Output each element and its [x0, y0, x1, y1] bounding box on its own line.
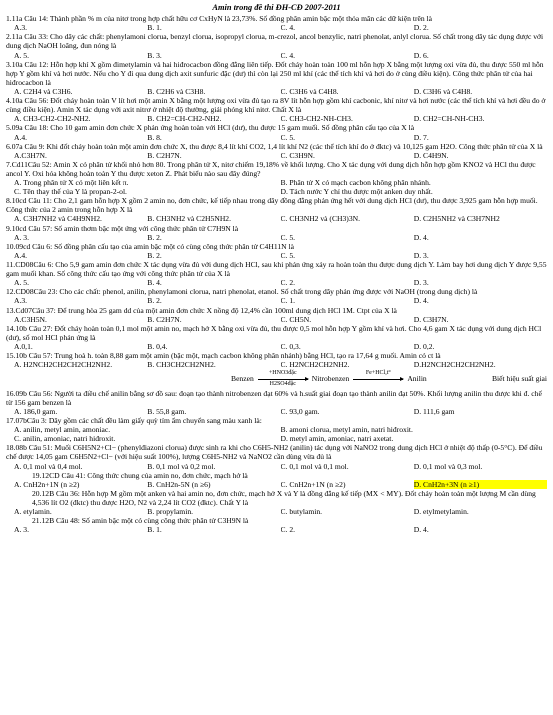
question-text: 19.12CD Câu 41: Công thức chung của amin no, đơn chức, mạch hở là: [32, 470, 248, 480]
answer-option: C. 5.: [280, 132, 296, 142]
scheme-note: Biết hiệu suất giai: [491, 374, 547, 384]
answer-option: D. C3H6 và C4H8.: [413, 86, 473, 96]
arrow-line-2: [353, 379, 403, 380]
answer-option: C. 2.: [280, 525, 296, 535]
answer-option: B. propylamin.: [147, 507, 194, 517]
question-text: 6.07a Câu 9: Khi đốt cháy hoàn toàn một amin đơn chức X, thu được 8,4 lít khí CO2, 1,4 lít khí N2 (các thể tích khí đo ở đktc) và 10,125 gam H2O. Công thức phân tử của X là: [6, 141, 543, 151]
answer-option: B. amoni clorua, metyl amin, natri hiđroxit.: [280, 425, 413, 435]
answer-option: D. etylmetylamin.: [413, 507, 469, 517]
answer-option: A. 3.: [14, 525, 29, 535]
option-row: [6, 507, 547, 516]
scheme-chain: [6, 370, 455, 387]
answer-option: C. 0,3.: [280, 342, 301, 352]
answer-option: A. 3.: [14, 232, 29, 242]
question-list: [6, 14, 547, 369]
answer-option: C. 2.: [280, 278, 296, 288]
reagent1-bottom: H2SO4đặc: [269, 380, 296, 387]
answer-option: B. CH3CH2CH2NH2.: [147, 360, 216, 370]
reagent1-top: +HNO3đặc: [268, 370, 297, 377]
question-item: [6, 142, 547, 160]
question-item: [6, 196, 547, 223]
question-text: 12.CD08Câu 23: Cho các chất: phenol, anilin, phenylamoni clorua, natri phenolat, etanol. Số chất trong dãy phản ứng được với NaOH (trong dung dịch) là: [6, 287, 478, 297]
question-text: 17.07bCâu 3: Dãy gồm các chất đều làm giấy quỳ tím ẩm chuyển sang màu xanh là:: [6, 416, 262, 426]
question-item: [6, 224, 547, 242]
answer-option: B. C2H6 và C3H8.: [147, 86, 206, 96]
answer-option: A.4.: [14, 250, 28, 260]
answer-option: A.C3H7N.: [14, 150, 47, 160]
answer-option: D. 3.: [413, 250, 429, 260]
question-item: [6, 351, 547, 369]
answer-option: B. 55,8 gam.: [147, 406, 187, 416]
answer-option: B. 2.: [147, 250, 162, 260]
question-item: [6, 306, 547, 324]
answer-option: A. CnH2n+1N (n ≥2): [14, 479, 80, 489]
question-text: 20.12B Câu 36: Hỗn hợp M gồm một anken và hai amin no, đơn chức, mạch hở X và Y là đồng đẳng kế tiếp (MX < MY). Đốt cháy hoàn toàn một lượng M cần dùng 4,536 lít O2 (đktc) thu được H2O, N2 và 2,24 lít CO2 (đktc). Chất Y là: [32, 488, 536, 508]
question-text: 11.CD08Câu 6: Cho 5,9 gam amin đơn chức X tác dụng vừa đủ với dung dịch HCl, sau khi phản ứng xảy ra hoàn toàn thu được dung dịch Y. Làm bay hơi dung dịch Y được 9,55 gam muối khan. Số công thức cấu tạo ứng với công thức phân tử của X là: [6, 260, 547, 279]
option-row: [6, 360, 547, 369]
option-row: [6, 214, 547, 223]
answer-option: A. CH3-CH2-CH2-NH2.: [14, 114, 91, 124]
answer-option: C. Tên thay thế của Y là propan-2-ol.: [14, 187, 127, 197]
anilin-label: Anilin: [407, 374, 427, 384]
option-row: [6, 342, 547, 351]
document-title: Amin trong đề thi ĐH-CĐ 2007-2011: [212, 3, 341, 12]
answer-option: B. 8.: [147, 132, 162, 142]
answer-option: D. 4.: [413, 525, 429, 535]
answer-option: B. C2H7N.: [147, 314, 182, 324]
answer-option: D. 2.: [413, 23, 429, 33]
option-row: [6, 151, 547, 160]
answer-option: C. 93,0 gam.: [280, 406, 320, 416]
question-item: [6, 489, 547, 516]
answer-option: B. 1.: [147, 525, 162, 535]
answer-option: B. CnH2n-5N (n ≥6): [147, 479, 211, 489]
question-item: [6, 471, 547, 489]
question-text: 3.10a Câu 12: Hỗn hợp khí X gồm đimetylamin và hai hiđrocacbon đồng đẳng liên tiếp. Đốt cháy hoàn toàn 100 ml hỗn hợp X bằng một lượng oxi vừa đủ, thu được 550 ml hỗn hợp Y gồm khí và hơi nước. Nếu cho Y đi qua dung dịch axit sunfuric đặc (dư) thì còn lại 250 ml khí (các thể tích khí và hơi đo ở cùng điều kiện). Công thức phân tử của hai hiđrocacbon là: [6, 59, 544, 87]
answer-option: A.4.: [14, 132, 28, 142]
answer-option: B. CH2=CH-CH2-NH2.: [147, 114, 222, 124]
answer-option: B. CH3NH2 và C2H5NH2.: [147, 214, 231, 224]
answer-option: C. 4.: [280, 23, 296, 33]
question-item: [6, 96, 547, 123]
answer-option: D. C3H7N.: [413, 314, 449, 324]
nitrobenzen-label: Nitrobenzen: [311, 374, 350, 384]
question-text: 5.09a Câu 18: Cho 10 gam amin đơn chức X phản ứng hoàn toàn với HCl (dư), thu được 15 gam muối. Số đồng phân cấu tạo của X là: [6, 123, 415, 133]
answer-option: C. C3H6 và C4H8.: [280, 86, 339, 96]
question-text: 2.11a Câu 33: Cho dãy các chất: phenylamoni clorua, benzyl clorua, isopropyl clorua, m-crezol, ancol benzylic, natri phenolat, anlyl clorua. Số chất trong dãy tác dụng được với dung dịch NaOH loãng, đun nóng là: [6, 32, 544, 51]
option-row: [6, 233, 547, 242]
answer-option: C. anilin, amoniac, natri hiđroxit.: [14, 434, 116, 444]
option-row: [6, 407, 547, 416]
answer-option: D. CnH2n+3N (n ≥1): [414, 480, 547, 489]
answer-option: A. 5.: [14, 278, 29, 288]
answer-option: C. CH3NH2 và (CH3)3N.: [280, 214, 361, 224]
question-item: [6, 324, 547, 351]
answer-option: A. 0,1 mol và 0,4 mol.: [14, 461, 83, 471]
answer-option: D. 3.: [413, 278, 429, 288]
option-row: [6, 296, 547, 305]
answer-option: A. etylamin.: [14, 507, 52, 517]
answer-option: A. anilin, metyl amin, amoniac.: [14, 425, 111, 435]
question-text: 10.09cd Câu 6: Số đồng phân cấu tạo của amin bậc một có cùng công thức phân tử C4H11N là: [6, 241, 295, 251]
option-row: [6, 315, 547, 324]
answer-option: D.H2NCH2CH2CH2NH2.: [413, 360, 496, 370]
answer-option: C. 0,1 mol và 0,1 mol.: [280, 461, 349, 471]
answer-option: D. 4.: [413, 296, 429, 306]
answer-option: C. 5.: [280, 232, 296, 242]
arrow-line-1: [258, 379, 308, 380]
answer-option: C. CH5N.: [280, 314, 312, 324]
question-text: 8.10cd Câu 11: Cho 2,1 gam hỗn hợp X gồm 2 amin no, đơn chức, kế tiếp nhau trong dãy đồng đẳng phản ứng hết với dung dịch HCl (dư), thu được 3,925 gam hỗn hợp muối. Công thức của 2 amin trong hỗn hợp X là: [6, 196, 538, 215]
answer-option: C. butylamin.: [280, 507, 323, 517]
option-row: [6, 114, 547, 123]
answer-option: D. 111,6 gam: [413, 406, 455, 416]
question-text: 9.10cd Câu 57: Số amin thơm bậc một ứng với công thức phân tử C7H9N là: [6, 223, 239, 233]
answer-option: B. C2H7N.: [147, 150, 182, 160]
question-item: [6, 242, 547, 260]
answer-option: D. 0,1 mol và 0,3 mol.: [413, 461, 483, 471]
answer-option: A. 5.: [14, 50, 29, 60]
option-row: [6, 425, 547, 443]
question-item: [6, 389, 547, 416]
answer-option: D. CH2=CH-NH-CH3.: [413, 114, 485, 124]
answer-option: B. 0,4.: [147, 342, 168, 352]
question-text: 16.09b Câu 56: Người ta điều chế anilin bằng sơ đồ sau: đoạn tạo thành nitrobenzen đạt 60% và h.suất giai đoạn tạo thành anilin đạt 50%. Khối lượng anilin thu được khi đ. chế từ 156 gam benzen là: [6, 388, 542, 407]
reagent2-top: Fe+HCl,t°: [365, 370, 391, 377]
question-item: [6, 123, 547, 141]
option-row: [6, 480, 547, 489]
answer-option: B. 2.: [147, 296, 162, 306]
answer-option: A.3.: [14, 296, 28, 306]
answer-option: D. metyl amin, amoniac, natri axetat.: [280, 434, 394, 444]
question-list-2: [6, 389, 547, 535]
reaction-arrow-2: [353, 370, 403, 387]
question-text: 4.10a Câu 56: Đốt cháy hoàn toàn V lít hơi một amin X bằng một lượng oxi vừa đủ tạo ra 8V lít hỗn hợp gồm khí cacbonic, khí nitơ và hơi nước (các thể tích khí và hơi đều đo ở cùng điều kiện). Amin X tác dụng với axit nitrơ ở nhiệt độ thường, giải phóng khí nitơ. Chất X là: [6, 96, 546, 115]
answer-option: D. C4H9N.: [413, 150, 449, 160]
answer-option: A.0,1.: [14, 342, 33, 352]
answer-option: A.3.: [14, 23, 28, 33]
question-item: [6, 14, 547, 32]
answer-option: C. 5.: [280, 250, 296, 260]
question-text: 7.Cd11Câu 52: Amin X có phân tử khối nhỏ hơn 80. Trong phân tử X, nitơ chiếm 19,18% về khối lượng. Cho X tác dụng với dung dịch hỗn hợp gồm KNO2 và HCl thu được ancol Y. Oxi hóa không hoàn toàn Y thu được xeton Z. Phát biểu nào sau đây đúng?: [6, 159, 536, 178]
answer-option: B. Phân tử X có mạch cacbon không phân nhánh.: [280, 178, 431, 188]
answer-option: A. C3H7NH2 và C4H9NH2.: [14, 214, 102, 224]
question-item: [6, 287, 547, 305]
option-row: [6, 23, 547, 32]
question-item: [6, 60, 547, 96]
answer-option: B. 0,1 mol và 0,2 mol.: [147, 461, 216, 471]
answer-option: C. CnH2n+1N (n ≥2): [280, 479, 346, 489]
answer-option: B. 3.: [147, 50, 162, 60]
option-row: [6, 51, 547, 60]
option-row: [6, 87, 547, 96]
answer-option: C. CH3-CH2-NH-CH3.: [280, 114, 353, 124]
question-text: 13.Cd07Câu 37: Để trung hòa 25 gam dd của một amin đơn chức X nồng độ 12,4% cần 100ml dung dịch HCl 1M. Ctpt của X là: [6, 305, 397, 315]
answer-option: D. C2H5NH2 và C3H7NH2: [413, 214, 500, 224]
answer-option: B. 1.: [147, 23, 162, 33]
question-item: [6, 260, 547, 287]
question-text: 15.10b Câu 57: Trung hoà h. toàn 8,88 gam một amin (bậc một, mạch cacbon không phân nhánh) bằng HCl, tạo ra 17,64 g muối. Amin có ct là: [6, 351, 441, 361]
option-row: [6, 133, 547, 142]
question-text: 18.08b Câu 51: Muối C6H5N2+Cl− (phenylđiazoni clorua) được sinh ra khi cho C6H5-NH2 (anilin) tác dụng với NaNO2 trong dung dịch HCl ở nhiệt độ thấp (0-5°C). Để điều chế được 14,05 gam C6H5N2+Cl− (với hiệu suất 100%), lượng C6H5-NH2 và NaNO2 cần dùng vừa đủ là: [6, 443, 543, 462]
synthesis-scheme: [6, 370, 547, 387]
question-text: 14.10b Câu 27: Đốt cháy hoàn toàn 0,1 mol một amin no, mạch hở X bằng oxi vừa đủ, thu được 0,5 mol hỗn hợp Y gồm khí và hơi. Cho 4,6 gam X tác dụng với dung dịch HCl (dư), số mol HCl phản ứng là: [6, 323, 542, 342]
answer-option: D. 7.: [413, 132, 429, 142]
option-row: [6, 251, 547, 260]
question-item: [6, 160, 547, 196]
question-item: [6, 416, 547, 443]
answer-option: D. 4.: [413, 232, 429, 242]
reaction-arrow-1: [258, 370, 308, 387]
question-text: 1.11a Câu 14: Thành phần % m của nitơ trong hợp chất hữu cơ CxHyN là 23,73%. Số đồng phân amin bậc một thỏa mãn các dữ kiện trên là: [6, 14, 433, 24]
answer-option: D. 6.: [413, 50, 429, 60]
answer-option: A. Trong phân tử X có một liên kết π.: [14, 178, 129, 188]
option-row: [6, 278, 547, 287]
question-item: [6, 516, 547, 534]
benzen-label: Benzen: [231, 374, 254, 384]
question-item: [6, 443, 547, 470]
option-row: [6, 178, 547, 196]
answer-option: A. H2NCH2CH2CH2CH2NH2.: [14, 360, 113, 370]
option-row: [6, 462, 547, 471]
answer-option: A.C3H5N.: [14, 314, 47, 324]
answer-option: C. C3H9N.: [280, 150, 315, 160]
answer-option: C. 1.: [280, 296, 296, 306]
option-row: [6, 525, 547, 534]
answer-option: B. 2.: [147, 232, 162, 242]
answer-option: C. H2NCH2CH2NH2.: [280, 360, 350, 370]
answer-option: C. 4.: [280, 50, 296, 60]
question-item: [6, 32, 547, 59]
answer-option: D. 0,2.: [413, 342, 435, 352]
answer-option: A. C2H4 và C3H6.: [14, 86, 73, 96]
answer-option: A. 186,0 gam.: [14, 406, 58, 416]
answer-option: B. 4.: [147, 278, 162, 288]
answer-option: D. Tách nước Y chỉ thu được một anken duy nhất.: [280, 187, 433, 197]
question-text: 21.12B Câu 48: Số amin bậc một có cùng công thức phân tử C3H9N là: [32, 516, 249, 526]
